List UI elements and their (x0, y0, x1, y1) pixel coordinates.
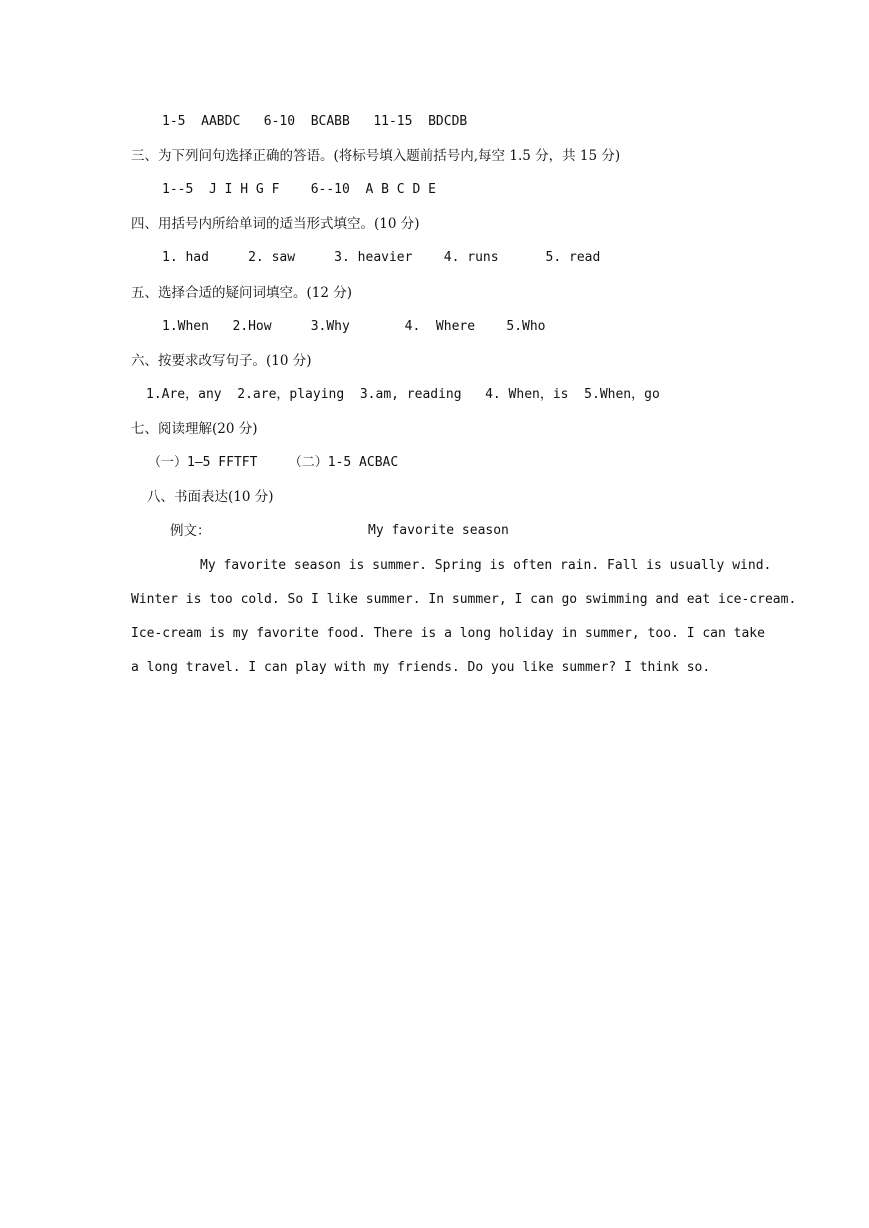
part4-answers: 1. had 2. saw 3. heavier 4. runs 5. read (162, 250, 601, 265)
part7-heading: 七、阅读理解(20 分) (131, 421, 258, 437)
essay-title: My favorite season (368, 523, 509, 538)
part6-heading: 六、按要求改写句子。(10 分) (131, 353, 312, 369)
part8-heading: 八、书面表达(10 分) (147, 489, 274, 505)
essay-line: Winter is too cold. So I like summer. In summer, I can go swimming and eat ice-cream. (131, 592, 797, 607)
part7-answers: （一）1—5 FFTFT （二）1-5 ACBAC (148, 455, 399, 470)
part4-heading: 四、用括号内所给单词的适当形式填空。(10 分) (131, 216, 420, 232)
part3-heading: 三、为下列问句选择正确的答语。(将标号填入题前括号内,每空 1.5 分，共 15 分) (131, 148, 621, 164)
part5-heading: 五、选择合适的疑问词填空。(12 分) (131, 285, 353, 301)
part2-answers: 1-5 AABDC 6-10 BCABB 11-15 BDCDB (162, 114, 468, 129)
part5-answers: 1.When 2.How 3.Why 4. Where 5.Who (162, 319, 546, 334)
essay-line: My favorite season is summer. Spring is often rain. Fall is usually wind. (200, 558, 772, 573)
essay-line: Ice-cream is my favorite food. There is a long holiday in summer, too. I can take (131, 626, 765, 641)
part6-answers: 1.Are，any 2.are，playing 3.am, reading 4. When，is 5.When，go (146, 387, 660, 402)
part3-answers: 1--5 J I H G F 6--10 A B C D E (162, 182, 436, 197)
essay-line: a long travel. I can play with my friends. Do you like summer? I think so. (131, 660, 711, 675)
example-label: 例文： (170, 523, 211, 539)
